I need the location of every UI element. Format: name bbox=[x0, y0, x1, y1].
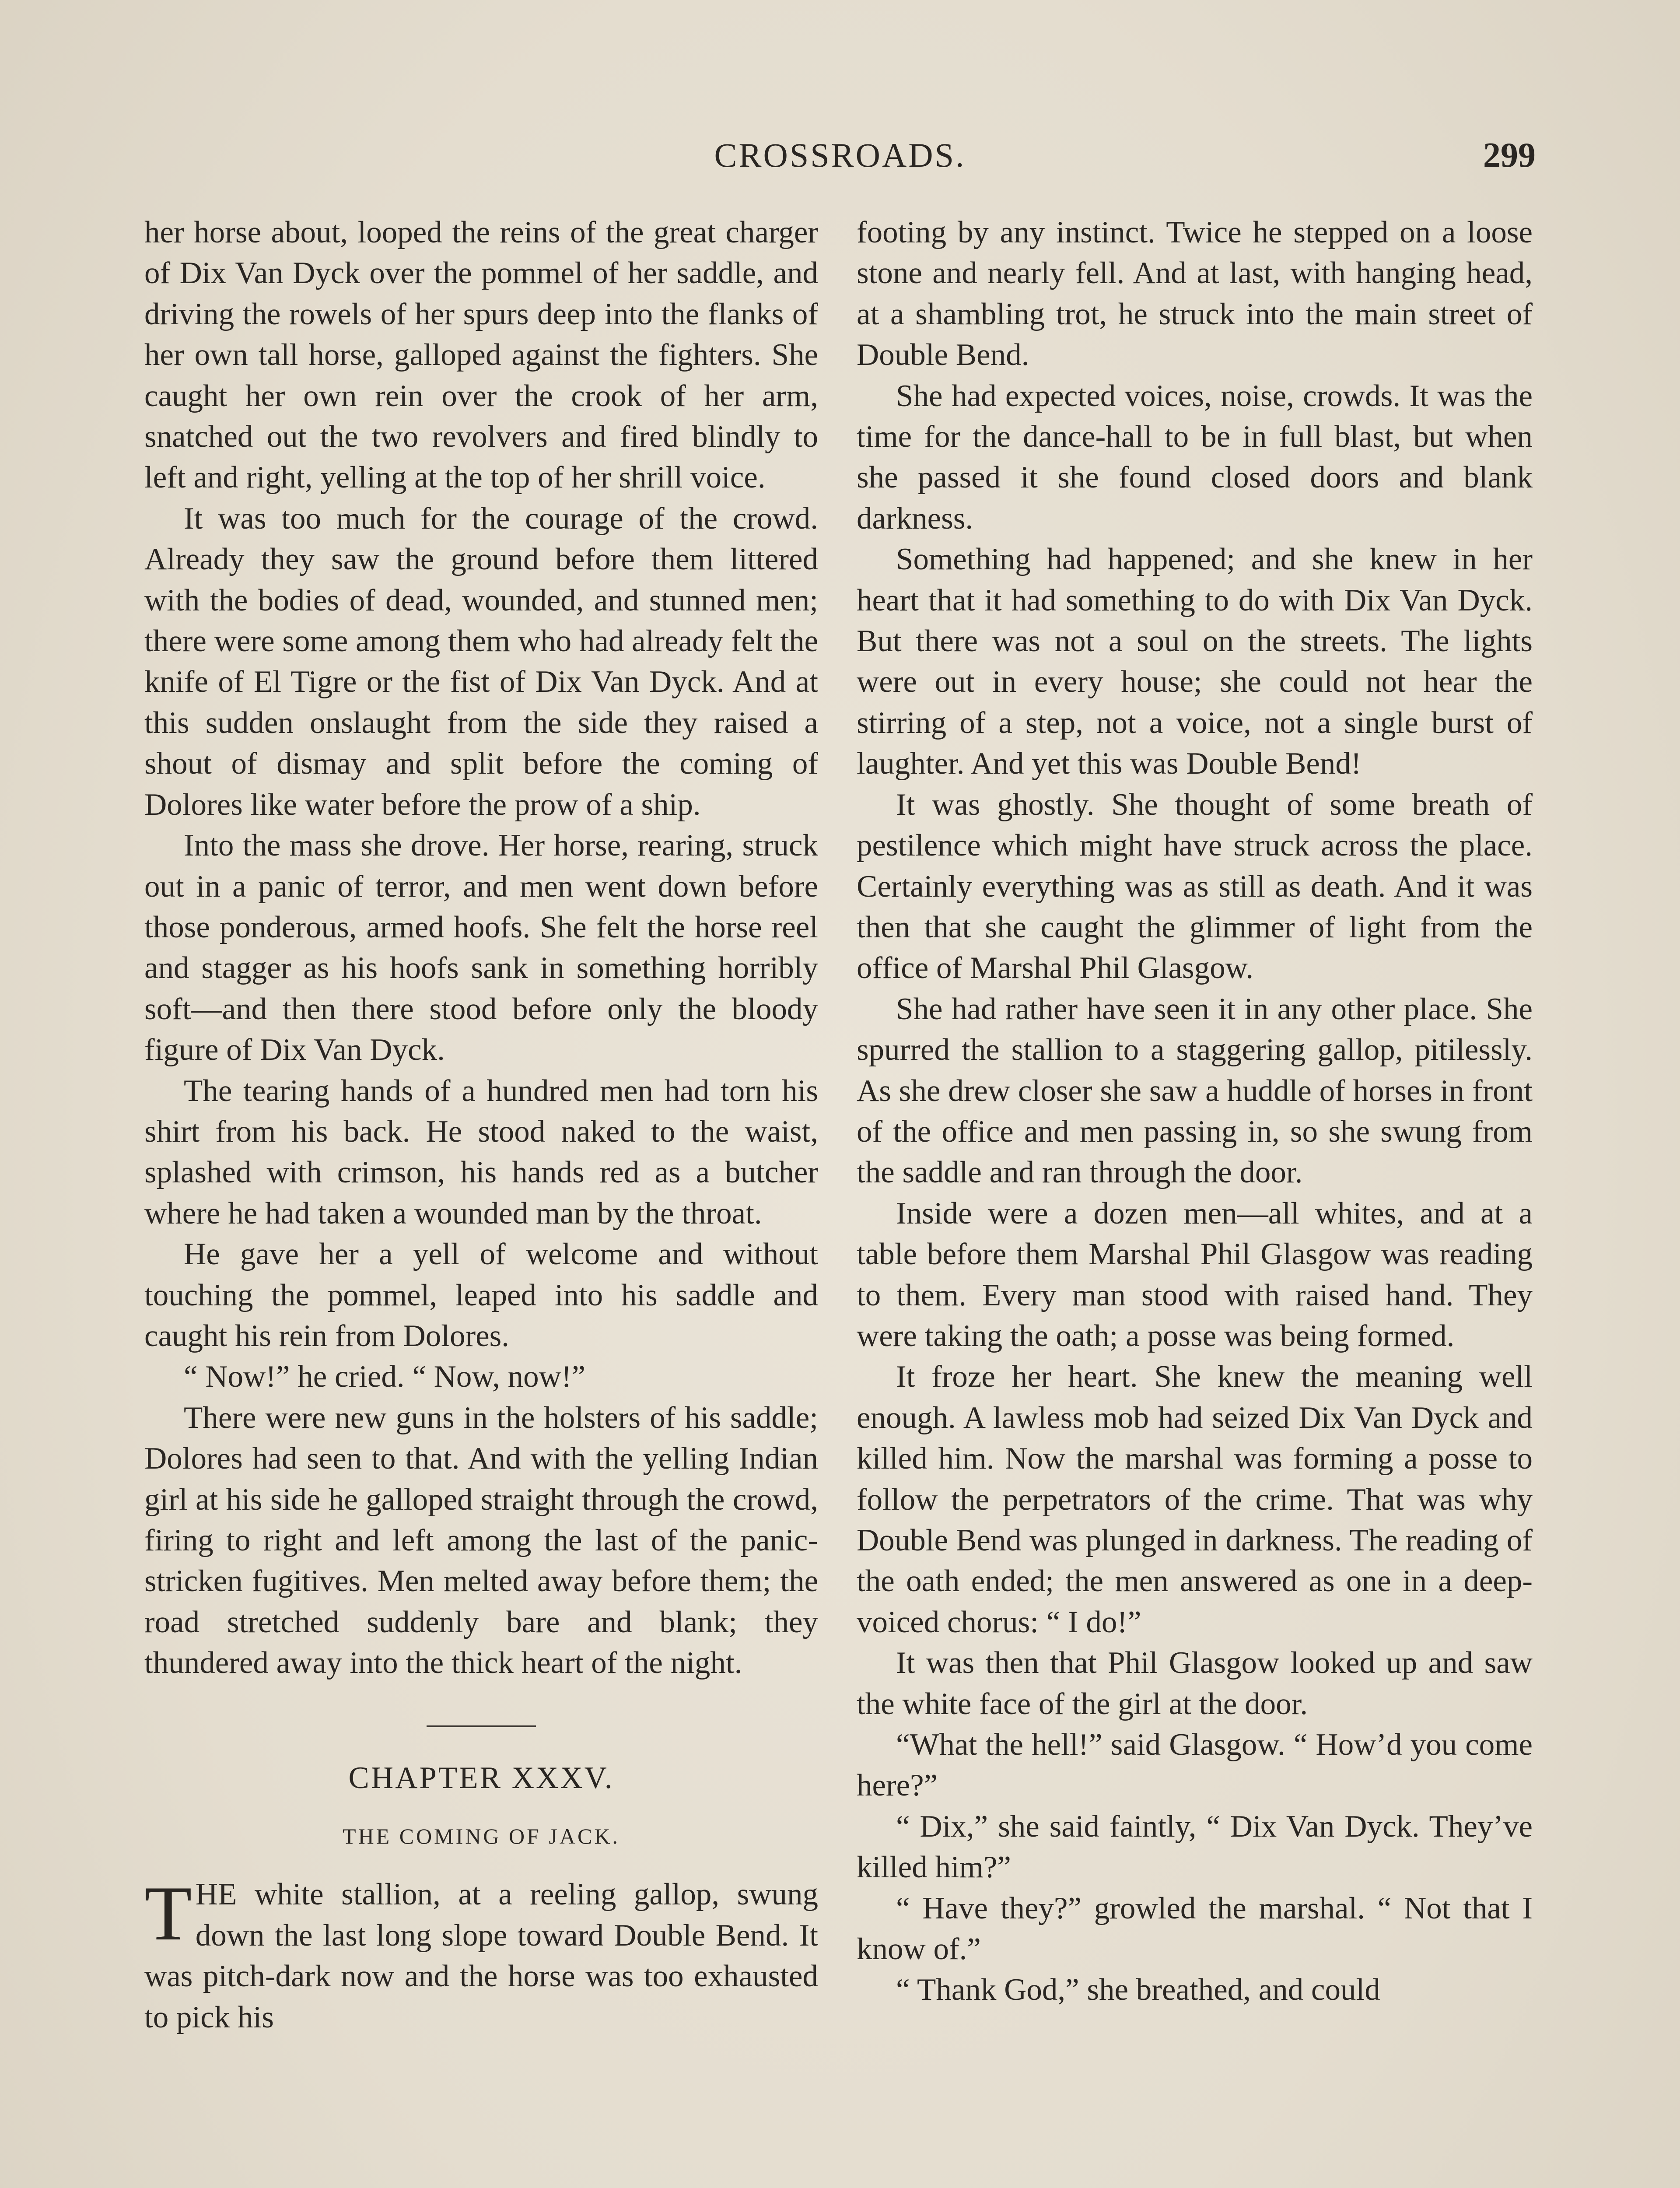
paragraph: The tearing hands of a hundred men had torn his shirt from his back. He stood naked to the waist, splashed with crimson, his hands red as a butcher where he had taken a wounded man by the throat. bbox=[144, 1073, 818, 1231]
section-divider bbox=[427, 1725, 536, 1727]
paragraph: There were new guns in the holsters of his saddle; Dolores had seen to that. And with the yelling Indian girl at his side he galloped straight through the crowd, firing to right and left among the last of the panic-stricken fugitives. Men melted away before them; the road stretched suddenly bare and blank; they thundered away into the thick heart of the night. bbox=[144, 1400, 818, 1680]
chapter-subtitle: THE COMING OF JACK. bbox=[343, 1824, 620, 1849]
paragraph: It was ghostly. She thought of some breath of pestilence which might have struck across the place. Certainly everything was as still as death. And it was then that she caught the glimmer of light from the office of Marshal Phil Glasgow. bbox=[857, 787, 1533, 985]
paragraph: Inside were a dozen men—all whites, and at a table before them Marshal Phil Glasgow was reading to them. Every man stood with raised hand. They were taking the oath; a posse was being formed. bbox=[857, 1196, 1533, 1353]
paragraph: It was then that Phil Glasgow looked up and saw the white face of the girl at the door. bbox=[857, 1646, 1533, 1721]
paragraph: “ Now!” he cried. “ Now, now!” bbox=[184, 1360, 586, 1394]
paragraph: “ Have they?” growled the marshal. “ Not that I know of.” bbox=[857, 1891, 1533, 1967]
running-title: CROSSROADS. bbox=[714, 136, 966, 174]
chapter-opening-paragraph bbox=[144, 1870, 818, 2038]
paragraph: “ Thank God,” she breathed, and could bbox=[896, 1973, 1380, 2007]
paragraph: She had rather have seen it in any other place. She spurred the stallion to a staggering gallop, pitilessly. As she drew closer she saw a huddle of horses in front of the office and men passing in, so she swung from the saddle and ran through the door. bbox=[857, 992, 1533, 1190]
paragraph: Into the mass she drove. Her horse, rearing, struck out in a panic of terror, and men went down before those ponderous, armed hoofs. She felt the horse reel and stagger as his hoofs sank in something horribly soft—and then there stood before only the bloody figure of Dix Van Dyck. bbox=[144, 828, 818, 1067]
chapter-title: CHAPTER XXXV. bbox=[348, 1760, 614, 1795]
paragraph: It froze her heart. She knew the meaning well enough. A lawless mob had seized Dix Van Dyck and killed him. Now the marshal was forming a posse to follow the perpetrators of the crime. That was why Double Bend was plunged in darkness. The reading of the oath ended; the men answered as one in a deep-voiced chorus: “ I do!” bbox=[857, 1360, 1533, 1639]
page-header bbox=[144, 136, 1536, 184]
paragraph: Something had happened; and she knew in her heart that it had something to do with Dix Van Dyck. But there was not a soul on the streets. The lights were out in every house; she could not hear the stirring of a step, not a voice, not a single burst of laughter. And yet this was Double Bend! bbox=[857, 542, 1533, 781]
paragraph: He gave her a yell of welcome and without touching the pommel, leaped into his saddle and caught his rein from Dolores. bbox=[144, 1237, 818, 1353]
paragraph: “What the hell!” said Glasgow. “ How’d you come here?” bbox=[857, 1728, 1533, 1803]
paragraph: “ Dix,” she said faintly, “ Dix Van Dyck. They’ve killed him?” bbox=[857, 1809, 1533, 1885]
paragraph: footing by any instinct. Twice he stepped on a loose stone and nearly fell. And at last, with hanging head, at a shambling trot, he struck into the main street of Double Bend. bbox=[857, 215, 1533, 372]
right-column bbox=[857, 212, 1533, 2011]
drop-cap: T bbox=[144, 1870, 192, 1957]
paragraph: her horse about, looped the reins of the great charger of Dix Van Dyck over the pommel of her saddle, and driving the rowels of her spurs deep into the flanks of her own tall horse, galloped against the fighters. She caught her own rein over the crook of her arm, snatched out the two revolvers and fired blindly to left and right, yelling at the top of her shrill voice. bbox=[144, 215, 818, 495]
chapter-opening-text: HE white stallion, at a reeling gallop, swung down the last long slope toward Double Bend. It was pitch-dark now and the horse was too exhausted to pick his bbox=[144, 1877, 818, 2034]
paragraph: It was too much for the courage of the crowd. Already they saw the ground before them littered with the bodies of dead, wounded, and stunned men; there were some among them who had already felt the knife of El Tigre or the fist of Dix Van Dyck. And at this sudden onslaught from the side they raised a shout of dismay and split before the coming of Dolores like water before the prow of a ship. bbox=[144, 501, 818, 822]
paragraph: She had expected voices, noise, crowds. It was the time for the dance-hall to be in full blast, but when she passed it she found closed doors and blank darkness. bbox=[857, 379, 1533, 536]
left-column bbox=[144, 212, 818, 2038]
page-number: 299 bbox=[1483, 136, 1536, 175]
